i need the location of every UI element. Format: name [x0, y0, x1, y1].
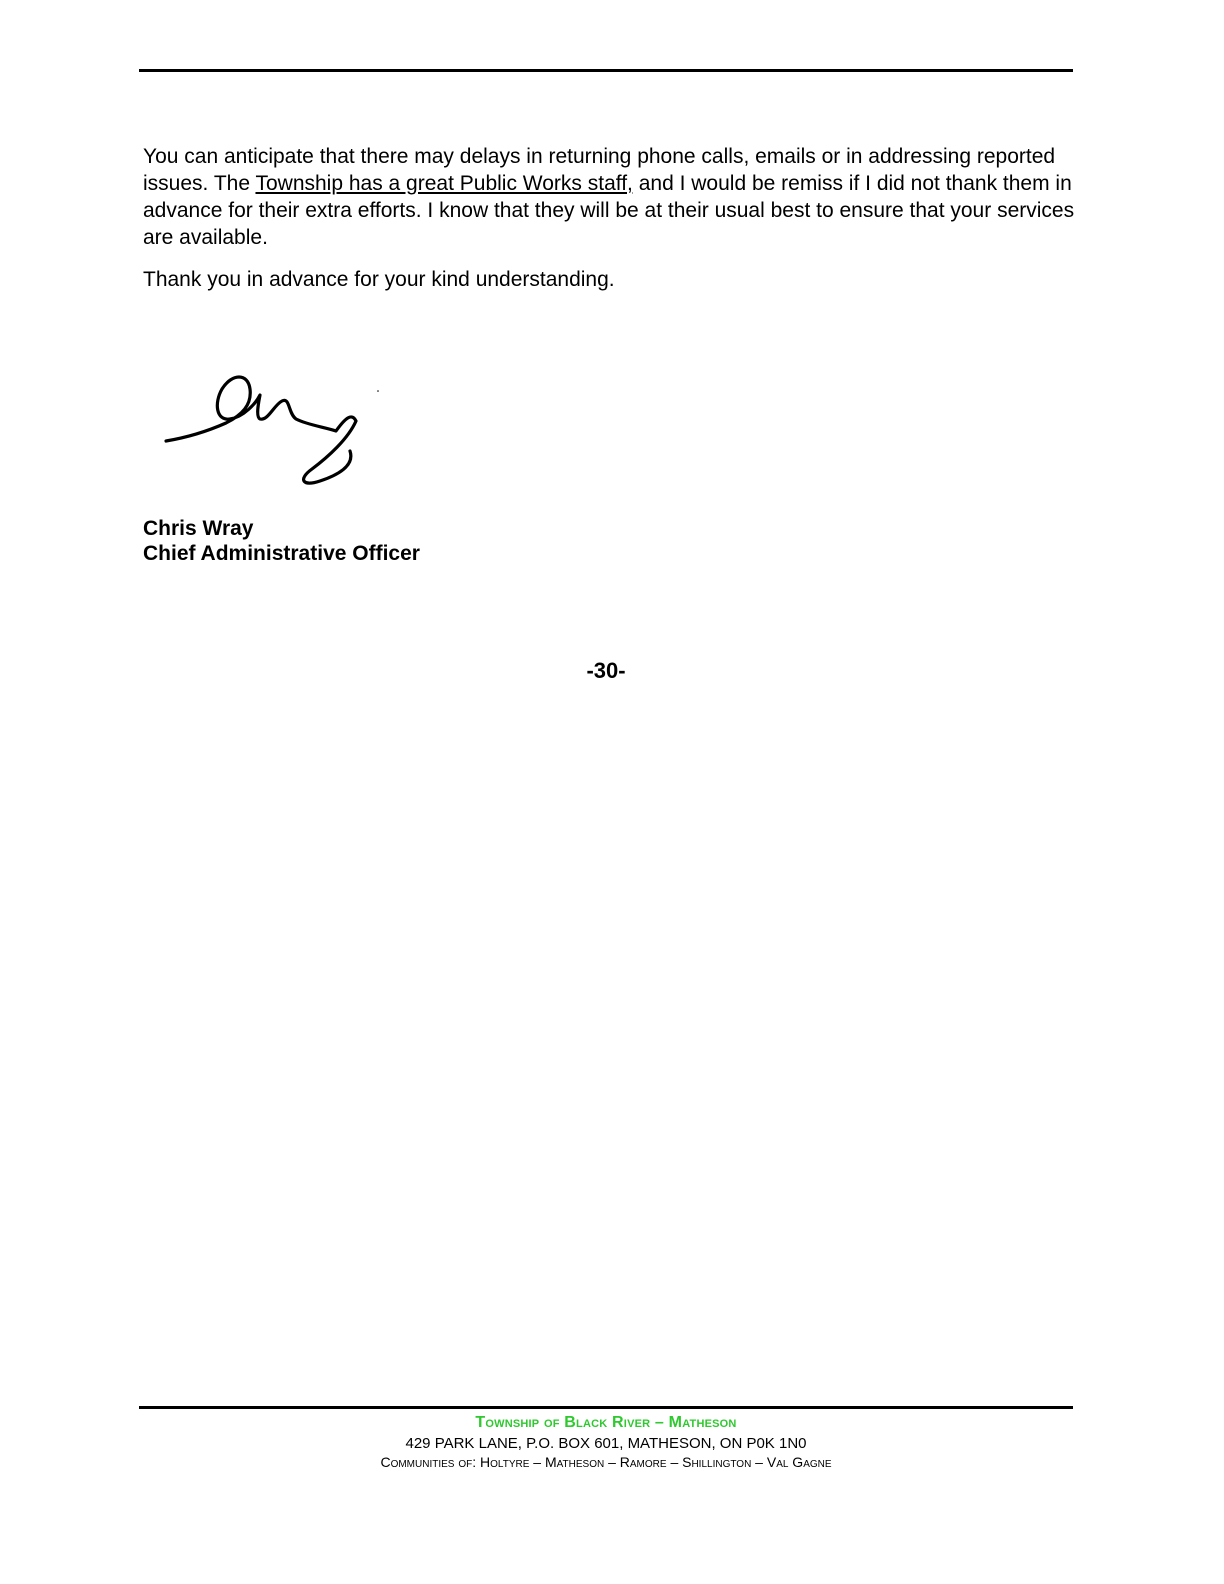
- footer-communities: Communities of: Holtyre – Matheson – Ramore – Shillington – Val Gagne: [380, 1454, 832, 1470]
- header-rule: [139, 69, 1073, 72]
- paragraph-text: You can anticipate that there may delays in returning phone calls, emails or in addressing reported issues. The: [143, 145, 1056, 195]
- handwritten-signature: [160, 365, 390, 490]
- footer-address: 429 PARK LANE, P.O. BOX 601, MATHESON, ON P0K 1N0: [405, 1435, 807, 1452]
- letter-paragraph: [143, 143, 1083, 251]
- footer-organization: Township of Black River – Matheson: [475, 1414, 737, 1431]
- signatory-title: Chief Administrative Officer: [143, 542, 420, 565]
- underlined-phrase: Township has a great Public Works staff,: [255, 172, 633, 195]
- signatory-name: Chris Wray: [143, 517, 254, 540]
- footer: [0, 1412, 1212, 1472]
- closing-paragraph: Thank you in advance for your kind understanding.: [143, 268, 615, 291]
- paragraph-text-continued: and I would be remiss if I did not thank them in advance for their extra efforts. I know that they will be at their usual best to ensure that your services are available.: [143, 172, 1075, 249]
- end-of-release-mark: -30-: [586, 658, 626, 683]
- footer-rule: [139, 1406, 1073, 1409]
